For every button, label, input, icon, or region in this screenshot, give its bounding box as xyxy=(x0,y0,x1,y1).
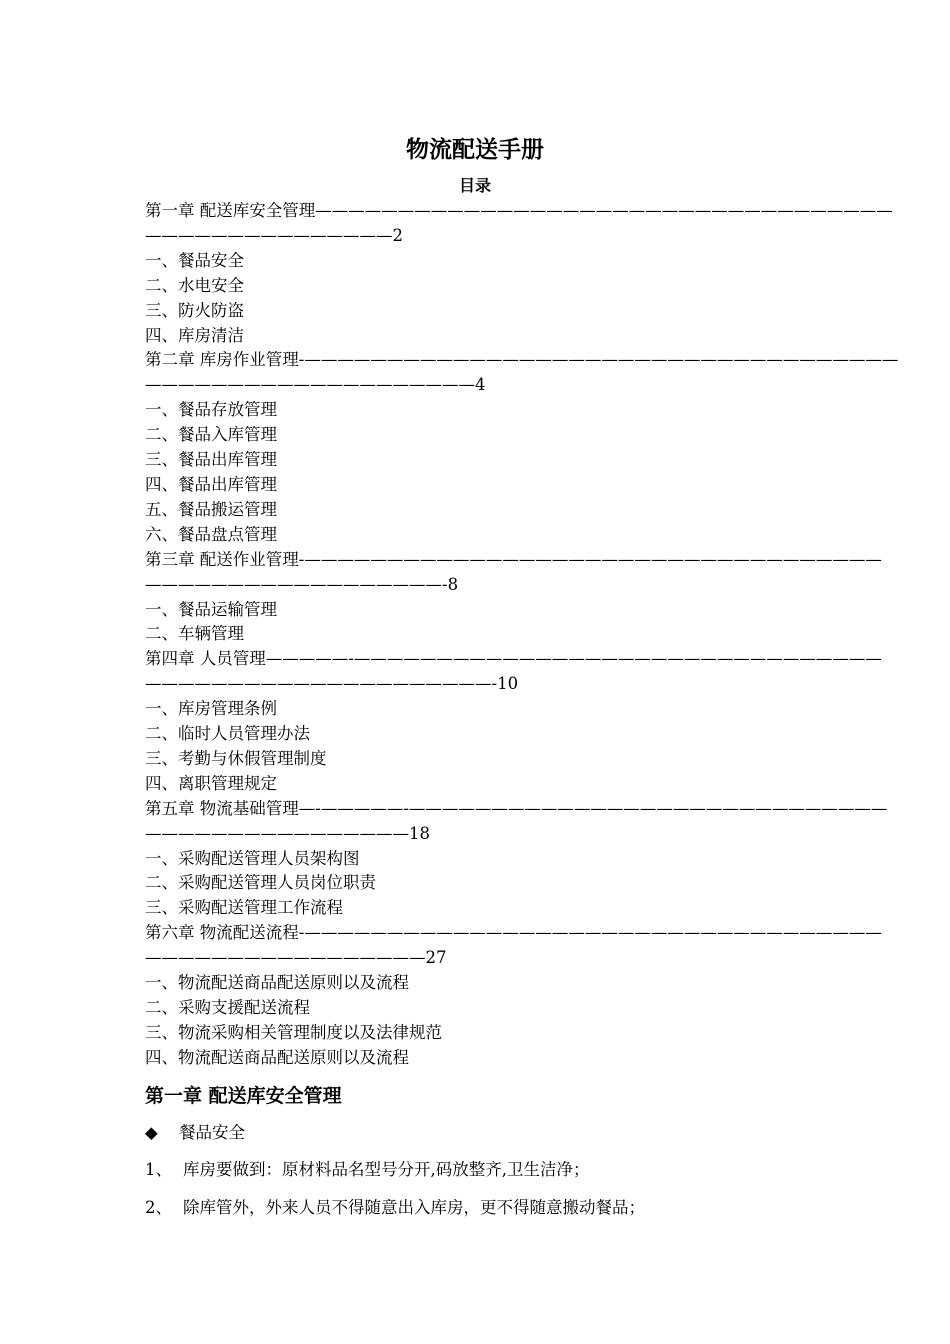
table-of-contents xyxy=(145,199,899,1071)
toc-section-entry: 四、库房清洁 xyxy=(145,325,244,345)
paragraph-text: 库房要做到：原材料品名型号分开,码放整齐,卫生洁净； xyxy=(183,1160,590,1179)
bullet-text: 餐品安全 xyxy=(179,1123,245,1142)
paragraph-text: 除库管外，外来人员不得随意出入库房，更不得随意搬动餐品； xyxy=(183,1198,645,1217)
toc-section-entry: 二、采购支援配送流程 xyxy=(145,998,310,1017)
toc-section-entry: 三、考勤与休假管理制度 xyxy=(145,748,327,768)
toc-section-entry: 一、餐品运输管理 xyxy=(145,599,277,619)
toc-section-entry: 六、餐品盘点管理 xyxy=(145,524,277,544)
toc-section-entry: 二、采购配送管理人员岗位职责 xyxy=(145,873,376,893)
paragraph-item xyxy=(145,1195,645,1221)
toc-chapter-page-leader: ———————————————2 xyxy=(145,225,403,245)
diamond-bullet-icon: ◆ xyxy=(145,1123,158,1142)
toc-section-entry: 三、物流采购相关管理制度以及法律规范 xyxy=(145,1022,442,1042)
toc-chapter-entry: 第一章 配送库安全管理——————————————————————————————————— xyxy=(145,201,893,220)
toc-chapter-page-leader: ——————————————————-8 xyxy=(145,574,459,594)
toc-chapter-page-leader: ————————————————18 xyxy=(145,823,430,843)
toc-section-entry: 一、物流配送商品配送原则以及流程 xyxy=(145,973,409,993)
toc-chapter-entry: 第三章 配送作业管理-——————————————————————————————————— xyxy=(145,549,882,569)
section-heading: 第一章 配送库安全管理 xyxy=(145,1085,342,1107)
toc-chapter-entry: 第五章 物流基础管理—-—————-————————————————————————————— xyxy=(145,798,888,818)
paragraph-number: 2、 xyxy=(145,1198,172,1217)
paragraph-number: 1、 xyxy=(145,1160,172,1179)
toc-section-entry: 三、防火防盗 xyxy=(145,300,244,320)
toc-chapter-page-leader: ————————————————————4 xyxy=(145,375,486,395)
toc-section-entry: 五、餐品搬运管理 xyxy=(145,499,277,519)
toc-section-entry: 三、餐品出库管理 xyxy=(145,450,277,470)
toc-section-entry: 二、车辆管理 xyxy=(145,624,244,644)
paragraph-item xyxy=(145,1157,590,1183)
toc-heading: 目录 xyxy=(458,176,491,195)
bullet-item xyxy=(145,1120,245,1146)
toc-chapter-entry: 第二章 库房作业管理-———————————————————————————————————— xyxy=(145,350,899,370)
toc-section-entry: 四、餐品出库管理 xyxy=(145,474,277,494)
toc-section-entry: 一、采购配送管理人员架构图 xyxy=(145,848,360,868)
toc-chapter-page-leader: —————————————————————-10 xyxy=(145,674,519,694)
toc-section-entry: 二、餐品入库管理 xyxy=(145,425,277,445)
toc-section-entry: 三、采购配送管理工作流程 xyxy=(145,898,343,918)
toc-chapter-entry: 第六章 物流配送流程-——————————————————————————————————— xyxy=(145,923,882,943)
toc-chapter-entry: 第四章 人员管理—————-———————————————————————————————— xyxy=(145,649,882,669)
toc-section-entry: 一、餐品存放管理 xyxy=(145,400,277,420)
toc-section-entry: 四、物流配送商品配送原则以及流程 xyxy=(145,1047,409,1067)
document-title: 物流配送手册 xyxy=(406,137,544,163)
toc-section-entry: 一、库房管理条例 xyxy=(145,699,277,719)
toc-section-entry: 二、水电安全 xyxy=(145,275,244,295)
toc-section-entry: 四、离职管理规定 xyxy=(145,773,277,793)
toc-section-entry: 一、餐品安全 xyxy=(145,250,244,270)
toc-chapter-page-leader: —————————————————27 xyxy=(145,948,447,968)
toc-section-entry: 二、临时人员管理办法 xyxy=(145,724,310,744)
